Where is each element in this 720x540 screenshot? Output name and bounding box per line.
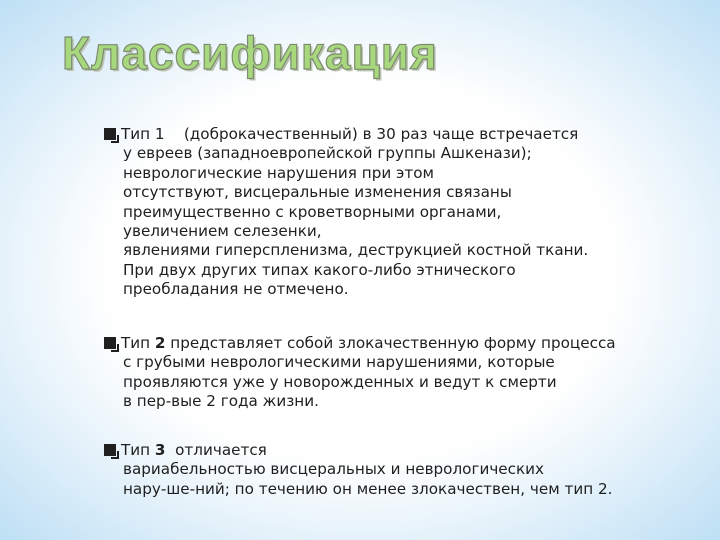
- bullet-text-line: нару-ше-ний; по течению он менее злокачествен, чем тип 2.: [123, 479, 613, 498]
- bullet-lead-text: [121, 334, 616, 353]
- bullet-text-line: Тип 1 (доброкачественный) в 30 раз чаще встречается: [121, 125, 579, 143]
- bullet-text-line: явлениями гиперспленизма, деструкцией костной ткани.: [123, 241, 589, 260]
- bullet-text-line: увеличением селезенки,: [123, 222, 322, 241]
- bullet-text-line: в пер-вые 2 года жизни.: [123, 392, 319, 411]
- bullet-type-2: [104, 334, 704, 412]
- checkbox-bullet-icon: [104, 128, 116, 140]
- bullet-type-number: 3: [154, 441, 166, 459]
- bullet-text-line: у евреев (западноевропейской группы Ашкенази);: [123, 144, 532, 163]
- bullet-lead-rest: отличается: [165, 441, 267, 459]
- bullet-text-line: вариабельностью висцеральных и неврологических: [123, 460, 545, 479]
- bullet-first-line: [104, 125, 704, 144]
- bullet-type-3: [104, 441, 704, 499]
- bullet-first-line: [104, 334, 704, 353]
- bullet-text-line: с грубыми неврологическими нарушениями, которые: [123, 353, 555, 372]
- bullet-lead-rest: представляет собой злокачественную форму процесса: [165, 334, 616, 352]
- bullet-text-line: неврологические нарушения при этом: [123, 163, 434, 182]
- bullet-type-number: 2: [154, 334, 166, 352]
- bullet-lead: Тип: [121, 441, 155, 459]
- bullet-type-1: [104, 125, 704, 300]
- bullet-text-line: преобладания не отмечено.: [123, 280, 349, 299]
- bullet-text-line: отсутствуют, висцеральные изменения связаны: [123, 183, 512, 202]
- bullet-text-line: преимущественно с кроветворными органами,: [123, 202, 502, 221]
- bullet-lead-text: [121, 441, 267, 460]
- checkbox-bullet-icon: [104, 444, 116, 456]
- slide-title: Классификация: [62, 27, 438, 79]
- bullet-first-line: [104, 441, 704, 460]
- checkbox-bullet-icon: [104, 337, 116, 349]
- bullet-lead: Тип: [121, 334, 155, 352]
- bullet-text-line: проявляются уже у новорожденных и ведут к смерти: [123, 372, 557, 391]
- bullet-text-line: При двух других типах какого-либо этнического: [123, 260, 516, 279]
